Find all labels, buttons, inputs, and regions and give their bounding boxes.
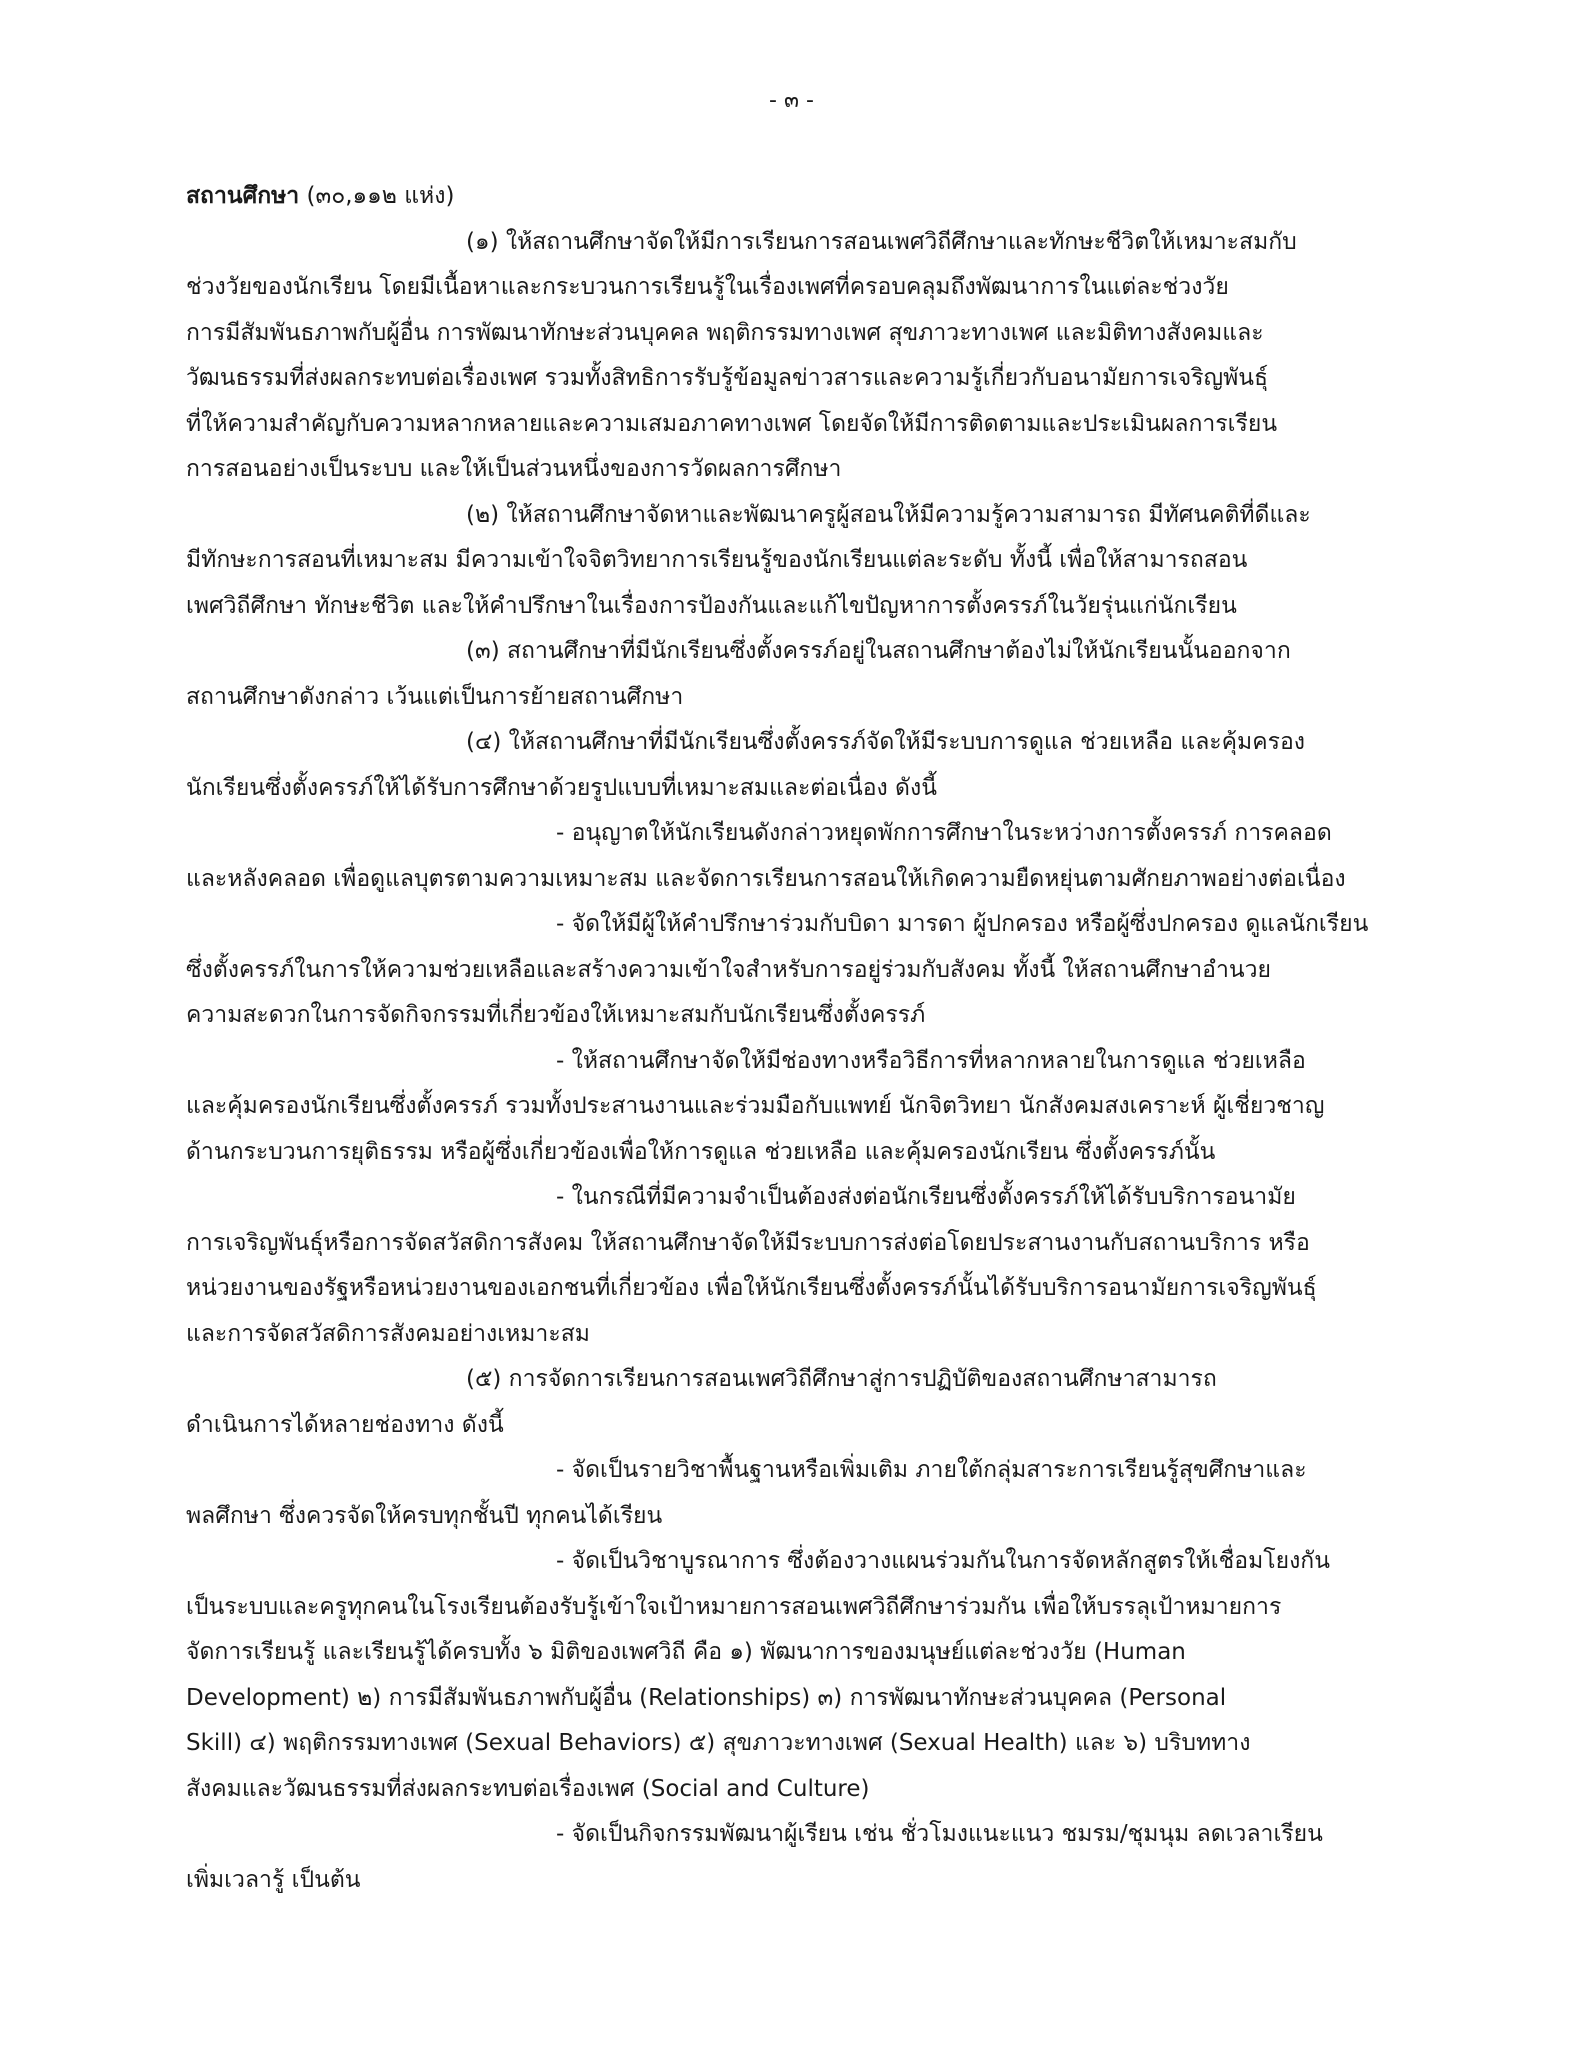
paragraph-line: การมีสัมพันธภาพกับผู้อื่น การพัฒนาทักษะส่วนบุคคล พฤติกรรมทางเพศ สุขภาวะทางเพศ และมิติทางสังคมและ [186,319,1264,346]
paragraph-line: เป็นระบบและครูทุกคนในโรงเรียนต้องรับรู้เข้าใจเป้าหมายการสอนเพศวิถีศึกษาร่วมกัน เพื่อให้บรรลุเป้าหมายการ [186,1593,1282,1620]
paragraph-line: ความสะดวกในการจัดกิจกรรมที่เกี่ยวข้องให้เหมาะสมกับนักเรียนซึ่งตั้งครรภ์ [186,1002,926,1028]
section-heading [186,174,1398,220]
paragraph-line: เพศวิถีศึกษา ทักษะชีวิต และให้คำปรึกษาในเรื่องการป้องกันและแก้ไขปัญหาการตั้งครรภ์ในวัยรุ่นแก่นักเรียน [186,592,1237,619]
paragraph-line: - จัดเป็นรายวิชาพื้นฐานหรือเพิ่มเติม ภายใต้กลุ่มสาระการเรียนรู้สุขศึกษาและ [556,1457,1307,1483]
paragraph-line: เพิ่มเวลารู้ เป็นต้น [186,1866,361,1893]
paragraph-line: - ให้สถานศึกษาจัดให้มีช่องทางหรือวิธีการที่หลากหลายในการดูแล ช่วยเหลือ [556,1047,1306,1074]
page-number: - ๓ - [769,88,814,113]
paragraph-line: และการจัดสวัสดิการสังคมอย่างเหมาะสม [186,1320,590,1347]
paragraph-line: Skill) ๔) พฤติกรรมทางเพศ (Sexual Behaviors) ๕) สุขภาวะทางเพศ (Sexual Health) และ ๖) บริบททาง [186,1730,1251,1756]
paragraph-line: นักเรียนซึ่งตั้งครรภ์ให้ได้รับการศึกษาด้วยรูปแบบที่เหมาะสมและต่อเนื่อง ดังนี้ [186,774,937,801]
paragraph-line: การเจริญพันธุ์หรือการจัดสวัสดิการสังคม ให้สถานศึกษาจัดให้มีระบบการส่งต่อโดยประสานงานกับสถานบริการ หรือ [186,1229,1310,1256]
document-body [186,174,1398,1903]
paragraph-line: (๓) สถานศึกษาที่มีนักเรียนซึ่งตั้งครรภ์อยู่ในสถานศึกษาต้องไม่ให้นักเรียนนั้นออกจาก [466,638,1291,664]
paragraph-line: (๒) ให้สถานศึกษาจัดหาและพัฒนาครูผู้สอนให้มีความรู้ความสามารถ มีทัศนคติที่ดีและ [466,501,1311,528]
heading-title: สถานศึกษา [186,183,300,209]
paragraph-line: ดำเนินการได้หลายช่องทาง ดังนี้ [186,1411,504,1438]
paragraph-line: สถานศึกษาดังกล่าว เว้นแต่เป็นการย้ายสถานศึกษา [186,683,684,710]
paragraph-line: ด้านกระบวนการยุติธรรม หรือผู้ซึ่งเกี่ยวข้องเพื่อให้การดูแล ช่วยเหลือ และคุ้มครองนักเรียน ซึ่งตั้งครรภ์นั้น [186,1138,1216,1165]
paragraph-line: และคุ้มครองนักเรียนซึ่งตั้งครรภ์ รวมทั้งประสานงานและร่วมมือกับแพทย์ นักจิตวิทยา นักสังคมสงเคราะห์ ผู้เชี่ยวชาญ [186,1093,1325,1119]
paragraph-line: (๔) ให้สถานศึกษาที่มีนักเรียนซึ่งตั้งครรภ์จัดให้มีระบบการดูแล ช่วยเหลือ และคุ้มครอง [466,729,1305,755]
paragraph-line: วัฒนธรรมที่ส่งผลกระทบต่อเรื่องเพศ รวมทั้งสิทธิการรับรู้ข้อมูลข่าวสารและความรู้เกี่ยวกับอนามัยการเจริญพันธุ์ [186,365,1269,391]
paragraph-line: - ในกรณีที่มีความจำเป็นต้องส่งต่อนักเรียนซึ่งตั้งครรภ์ให้ได้รับบริการอนามัย [556,1184,1296,1210]
paragraph-line: จัดการเรียนรู้ และเรียนรู้ได้ครบทั้ง ๖ มิติของเพศวิถี คือ ๑) พัฒนาการของมนุษย์แต่ละช่วงวัย (Human [186,1639,1186,1665]
paragraph-line: - จัดเป็นวิชาบูรณาการ ซึ่งต้องวางแผนร่วมกันในการจัดหลักสูตรให้เชื่อมโยงกัน [556,1548,1330,1574]
paragraph-line: และหลังคลอด เพื่อดูแลบุตรตามความเหมาะสม และจัดการเรียนการสอนให้เกิดความยืดหยุ่นตามศักยภาพอย่างต่อเนื่อง [186,865,1346,892]
heading-count: (๓๐,๑๑๒ แห่ง) [299,183,455,209]
paragraph-line: หน่วยงานของรัฐหรือหน่วยงานของเอกชนที่เกี่ยวข้อง เพื่อให้นักเรียนซึ่งตั้งครรภ์นั้นได้รับบริการอนามัยการเจริญพันธุ์ [186,1275,1317,1301]
paragraph-line: ซึ่งตั้งครรภ์ในการให้ความช่วยเหลือและสร้างความเข้าใจสำหรับการอยู่ร่วมกับสังคม ทั้งนี้ ให้สถานศึกษาอำนวย [186,956,1271,983]
paragraph-line: พลศึกษา ซึ่งควรจัดให้ครบทุกชั้นปี ทุกคนได้เรียน [186,1502,663,1529]
paragraph-line: - จัดให้มีผู้ให้คำปรึกษาร่วมกับบิดา มารดา ผู้ปกครอง หรือผู้ซึ่งปกครอง ดูแลนักเรียน [556,911,1369,937]
paragraph-line: Development) ๒) การมีสัมพันธภาพกับผู้อื่น (Relationships) ๓) การพัฒนาทักษะส่วนบุคคล (Personal [186,1684,1227,1711]
paragraph-line: (๕) การจัดการเรียนการสอนเพศวิถีศึกษาสู่การปฏิบัติของสถานศึกษาสามารถ [466,1366,1217,1392]
paragraph-line: - อนุญาตให้นักเรียนดังกล่าวหยุดพักการศึกษาในระหว่างการตั้งครรภ์ การคลอด [556,820,1332,846]
paragraph-line: สังคมและวัฒนธรรมที่ส่งผลกระทบต่อเรื่องเพศ (Social and Culture) [186,1775,870,1802]
paragraph-line: มีทักษะการสอนที่เหมาะสม มีความเข้าใจจิตวิทยาการเรียนรู้ของนักเรียนแต่ละระดับ ทั้งนี้ เพื่อให้สามารถสอน [186,547,1248,573]
paragraph-line: ที่ให้ความสำคัญกับความหลากหลายและความเสมอภาคทางเพศ โดยจัดให้มีการติดตามและประเมินผลการเรียน [186,410,1278,437]
paragraph-line: (๑) ให้สถานศึกษาจัดให้มีการเรียนการสอนเพศวิถีศึกษาและทักษะชีวิตให้เหมาะสมกับ [466,228,1297,255]
paragraph-line: ช่วงวัยของนักเรียน โดยมีเนื้อหาและกระบวนการเรียนรู้ในเรื่องเพศที่ครอบคลุมถึงพัฒนาการในแต่ละช่วงวัย [186,274,1229,300]
paragraph-line: การสอนอย่างเป็นระบบ และให้เป็นส่วนหนึ่งของการวัดผลการศึกษา [186,456,842,482]
paragraph-line: - จัดเป็นกิจกรรมพัฒนาผู้เรียน เช่น ชั่วโมงแนะแนว ชมรม/ชุมนุม ลดเวลาเรียน [556,1821,1323,1847]
